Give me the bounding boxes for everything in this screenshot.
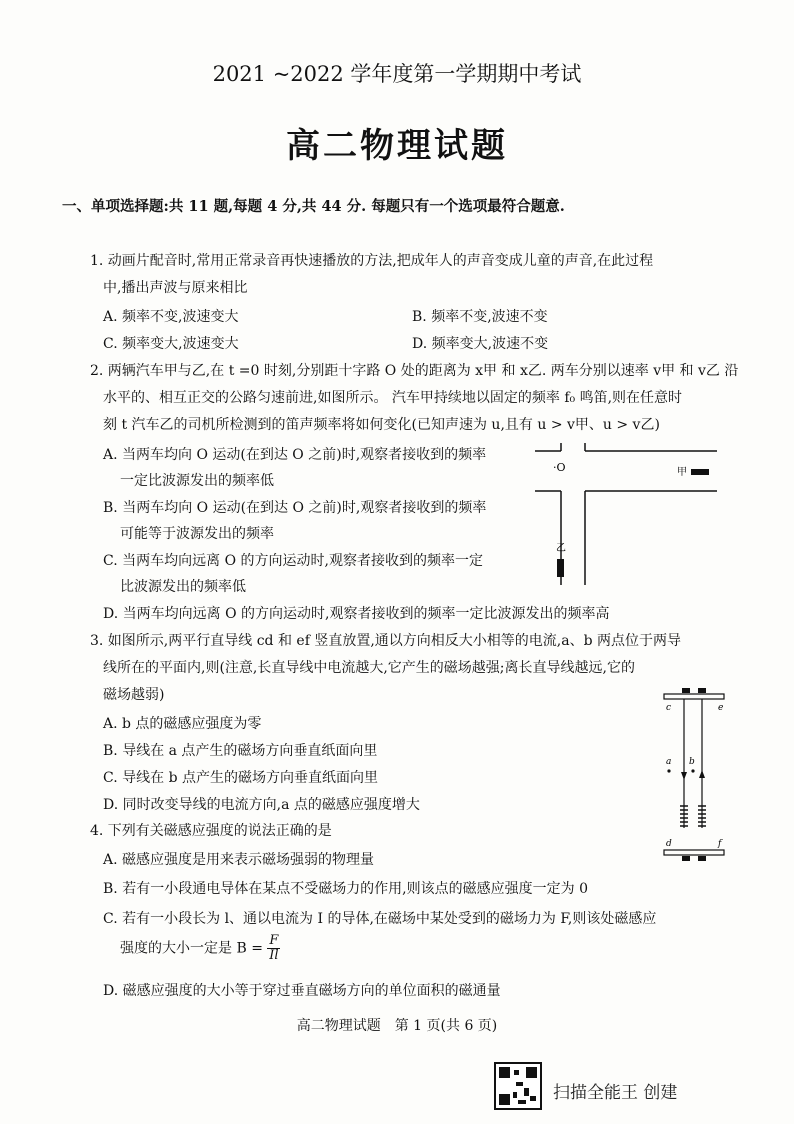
q3-line2: 线所在的平面内,则(注意,长直导线中电流越大,它产生的磁场越强;离长直导线越远,它的 <box>103 660 635 676</box>
fraction-denominator: Il <box>269 948 279 963</box>
q1-option-d: D. 频率变大,波速不变 <box>412 336 549 352</box>
car-jia-label: 甲 <box>677 467 687 478</box>
q2-option-b-line2: 可能等于波源发出的频率 <box>120 526 274 542</box>
q2-option-d: D. 当两车均向远离 O 的方向运动时,观察者接收到的频率一定比波源发出的频率高 <box>103 606 610 622</box>
q3-line1: 3. 如图所示,两平行直导线 cd 和 ef 竖直放置,通以方向相反大小相等的电流,a、b 两点位于两导 <box>90 633 681 649</box>
exam-header: 2021 ~2022 学年度第一学期期中考试 <box>212 62 582 86</box>
label-a: a <box>666 757 672 767</box>
point-a <box>667 769 670 772</box>
q3-option-a: A. b 点的磁感应强度为零 <box>103 716 262 732</box>
q4-line1: 4. 下列有关磁感应强度的说法正确的是 <box>90 823 332 839</box>
label-c: c <box>666 703 672 713</box>
label-d: d <box>666 839 672 849</box>
q3-option-c: C. 导线在 b 点产生的磁场方向垂直纸面向里 <box>103 770 378 786</box>
q2-line3: 刻 t 汽车乙的司机所检测到的笛声频率将如何变化(已知声速为 u,且有 u > v甲、u > v乙) <box>103 417 660 433</box>
q2-line2: 水平的、相互正交的公路匀速前进,如图所示。 汽车甲持续地以固定的频率 f₀ 鸣笛,则在任意时 <box>103 390 683 406</box>
q2-line1: 2. 两辆汽车甲与乙,在 t =0 时刻,分别距十字路 O 处的距离为 x甲 和 x乙. 两车分别以速率 v甲 和 v乙 沿 <box>90 363 739 379</box>
q4-option-b: B. 若有一小段通电导体在某点不受磁场力的作用,则该点的磁感应强度一定为 0 <box>103 881 588 897</box>
q2-option-a-line2: 一定比波源发出的频率低 <box>120 473 274 489</box>
point-o-label: ·O <box>553 461 566 474</box>
q3-line3: 磁场越弱) <box>103 687 165 703</box>
label-b: b <box>689 757 695 767</box>
page-title: 高二物理试题 <box>286 126 508 166</box>
q1-line1: 1. 动画片配音时,常用正常录音再快速播放的方法,把成年人的声音变成儿童的声音,在此过程 <box>90 253 654 269</box>
q3-option-d: D. 同时改变导线的电流方向,a 点的磁感应强度增大 <box>103 797 420 813</box>
label-e: e <box>718 703 724 713</box>
point-b <box>691 769 694 772</box>
q4-option-d: D. 磁感应强度的大小等于穿过垂直磁场方向的单位面积的磁通量 <box>103 983 501 999</box>
car-yi-label: 乙 <box>556 543 566 554</box>
label-f: f <box>718 839 722 849</box>
q3-option-b: B. 导线在 a 点产生的磁场方向垂直纸面向里 <box>103 743 378 759</box>
page-footer: 高二物理试题 第 1 页(共 6 页) <box>296 1018 498 1034</box>
scanner-watermark: 扫描全能王 创建 <box>553 1083 678 1103</box>
q4-option-c-line1: C. 若有一小段长为 l、通以电流为 I 的导体,在磁场中某处受到的磁场力为 F,则该处磁感应 <box>103 911 657 927</box>
q2-option-c-line2: 比波源发出的频率低 <box>120 579 246 595</box>
parallel-wires-figure <box>660 686 730 866</box>
q1-option-a: A. 频率不变,波速变大 <box>103 309 239 325</box>
q4-option-a: A. 磁感应强度是用来表示磁场强弱的物理量 <box>103 852 375 868</box>
section-heading: 一、单项选择题:共 11 题,每题 4 分,共 44 分. 每题只有一个选项最符合题意. <box>62 198 565 215</box>
car-jia <box>691 469 709 475</box>
car-yi <box>557 559 564 577</box>
q2-option-b-line1: B. 当两车均向 O 运动(在到达 O 之前)时,观察者接收到的频率 <box>103 500 487 516</box>
qr-code-icon <box>494 1062 542 1110</box>
q2-option-a-line1: A. 当两车均向 O 运动(在到达 O 之前)时,观察者接收到的频率 <box>103 447 487 463</box>
q1-option-c: C. 频率变大,波速变大 <box>103 336 239 352</box>
q4-option-c-line2 <box>120 934 280 963</box>
fraction-numerator: F <box>269 933 279 948</box>
q2-option-c-line1: C. 当两车均向远离 O 的方向运动时,观察者接收到的频率一定 <box>103 553 483 569</box>
q1-option-b: B. 频率不变,波速不变 <box>412 309 548 325</box>
formula-fraction <box>267 934 280 963</box>
q1-line2: 中,播出声波与原来相比 <box>103 280 248 296</box>
crossroad-figure <box>535 443 720 588</box>
q4-option-c-text: 强度的大小一定是 B = <box>120 940 263 957</box>
